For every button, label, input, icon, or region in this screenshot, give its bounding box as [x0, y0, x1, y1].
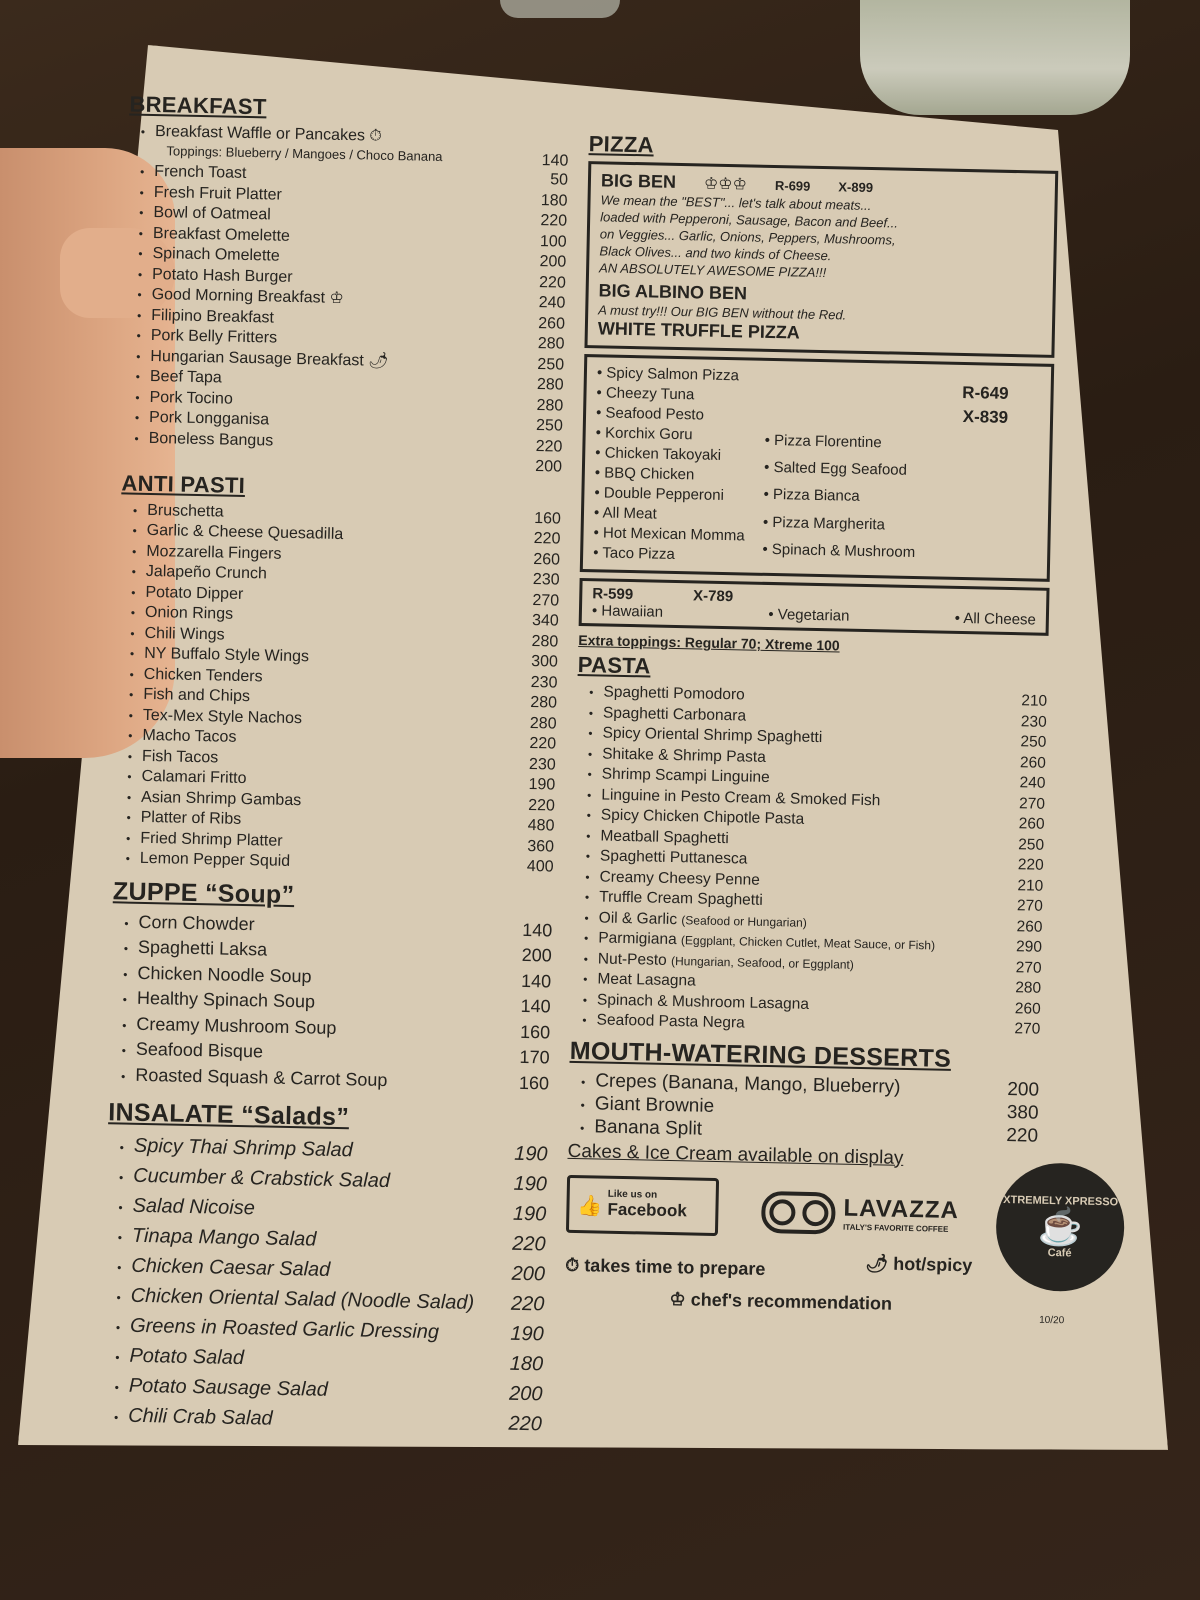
menu-item: • Mozzarella Fingers 260 — [120, 541, 560, 571]
salad-list — [102, 1131, 548, 1440]
menu-item: • Chicken Oriental Salad (Noodle Salad) 220 — [104, 1281, 545, 1320]
pizza-all-cheese: • All Cheese — [954, 609, 1037, 629]
menu-item: • Spicy Chicken Chipotle Pasta 260 — [574, 805, 1044, 835]
menu-item: • Roasted Squash & Carrot Soup 160 — [109, 1063, 549, 1098]
menu-item: • Linguine in Pesto Cream & Smoked Fish 270 — [575, 784, 1045, 814]
menu-item: • Hungarian Sausage Breakfast 🌶 250 — [124, 346, 564, 376]
menu-item: • Spinach & Mushroom Lasagna 260 — [571, 989, 1041, 1019]
pizza-item: • Chicken Takoyaki — [595, 443, 747, 466]
menu-item: • Onion Rings 340 — [119, 602, 559, 632]
menu-item: • Spaghetti Laksa 200 — [112, 935, 552, 970]
owl-eyes-icon — [761, 1190, 836, 1234]
menu-item: • Oil & Garlic (Seafood or Hungarian) 260 — [572, 907, 1042, 937]
legend-time: ⏱ takes time to prepare — [565, 1254, 766, 1279]
cakes-note: Cakes & Ice Cream available on display — [567, 1140, 904, 1169]
menu-item: • Shrimp Scampi Linguine 240 — [575, 764, 1045, 794]
menu-item: • Lemon Pepper Squid 400 — [113, 848, 553, 878]
menu-item: • Breakfast Waffle or Pancakes ⏱ — [129, 121, 569, 151]
menu-item: • Potato Dipper 270 — [119, 582, 559, 612]
pizza-item: • Spicy Salmon Pizza — [597, 363, 749, 386]
pizza-group-1-col-1 — [593, 363, 748, 566]
right-column — [564, 129, 1119, 1334]
pizza-item: • Salted Egg Seafood — [764, 458, 917, 488]
menu-item: • NY Buffalo Style Wings 300 — [118, 643, 558, 673]
menu-item: • Seafood Bisque 170 — [109, 1037, 549, 1072]
pizza-item: • Taco Pizza — [593, 543, 745, 566]
pizza-item: • Seafood Pesto — [596, 403, 748, 426]
menu-item: • Pork Longganisa 250 — [123, 407, 563, 437]
menu-item: • Breakfast Omelette 100 — [127, 223, 567, 253]
stopwatch-icon: ⏱ — [369, 127, 383, 145]
big-ben-title: BIG BEN — [600, 170, 677, 192]
salads-heading: INSALATE “Salads” — [108, 1098, 350, 1132]
menu-item: • Chicken Caesar Salad 200 — [105, 1251, 546, 1290]
menu-item: • Cucumber & Crabstick Salad 190 — [107, 1161, 548, 1200]
xtremely-xpresso-seal: XTREMELY XPRESSO ☕ Café — [995, 1161, 1126, 1292]
menu-item: • Macho Tacos 220 — [116, 725, 556, 755]
chili-pepper-icon: 🌶 — [368, 352, 389, 370]
menu-item: • Nut-Pesto (Hungarian, Seafood, or Eggplant) 270 — [571, 948, 1041, 978]
menu-item: • Pork Belly Fritters 280 — [124, 325, 564, 355]
pizza-heading: PIZZA — [588, 131, 655, 158]
lavazza-logo: LAVAZZA ITALY'S FAVORITE COFFEE — [761, 1190, 959, 1236]
menu-item: • Meat Lasagna 280 — [571, 969, 1041, 999]
legend-spicy: 🌶 hot/spicy — [865, 1252, 973, 1275]
big-albino-ben-title: BIG ALBINO BEN — [598, 280, 748, 304]
menu-item: • Potato Hash Burger 220 — [126, 264, 566, 294]
menu-item: • Chili Wings 280 — [118, 623, 558, 653]
desserts-heading: MOUTH-WATERING DESSERTS — [569, 1036, 952, 1073]
group2-xtreme-price: X-789 — [692, 587, 734, 606]
menu-item: • Fish and Chips 280 — [117, 684, 557, 714]
menu-item: • French Toast 50 — [128, 161, 568, 191]
pizza-item: • BBQ Chicken — [595, 463, 747, 486]
menu-item: • Beef Tapa 280 — [124, 366, 564, 396]
stopwatch-icon: ⏱ — [565, 1254, 580, 1275]
menu-item: • Creamy Cheesy Penne 210 — [573, 866, 1043, 896]
menu-item: • Spaghetti Puttanesca 220 — [574, 846, 1044, 876]
menu-item-price-tail: 200 — [535, 458, 563, 476]
big-ben-tagline: AN ABSOLUTELY AWESOME PIZZA!!! — [598, 260, 827, 281]
menu-item: • Platter of Ribs 480 — [114, 807, 554, 837]
group1-xtreme-price: X-839 — [962, 406, 1009, 427]
menu-item: • Tinapa Mango Salad 220 — [105, 1221, 546, 1260]
menu-item: • Garlic & Cheese Quesadilla 220 — [120, 520, 560, 550]
antipasti-list — [113, 500, 561, 878]
menu-item: • Banana Split 220 — [568, 1115, 1038, 1148]
big-ben-regular-price: R-699 — [774, 177, 811, 194]
menu-item: • Bowl of Oatmeal 220 — [127, 202, 567, 232]
white-truffle-title: WHITE TRUFFLE PIZZA — [597, 318, 801, 343]
menu-item: • Truffle Cream Spaghetti 270 — [573, 887, 1043, 917]
menu-item: • Boneless Bangus 220 — [122, 428, 562, 458]
pizza-item: • Pizza Margherita — [763, 512, 916, 542]
menu-item: • Fresh Fruit Platter 180 — [127, 182, 567, 212]
big-ben-desc-2: loaded with Pepperoni, Sausage, Bacon and Beef... — [600, 209, 899, 231]
menu-item: • Giant Brownie 380 — [568, 1092, 1038, 1125]
breakfast-heading: BREAKFAST — [129, 91, 267, 120]
pizza-item: • Korchix Goru — [595, 423, 747, 446]
menu-item: • Spaghetti Pomodoro 210 — [577, 682, 1047, 712]
pizza-item: • Cheezy Tuna — [596, 383, 748, 406]
pizza-item: • All Meat — [594, 503, 746, 526]
menu-item: • Good Morning Breakfast ♔ 240 — [125, 284, 565, 314]
menu-item: • Parmigiana (Eggplant, Chicken Cutlet, Meat Sauce, or Fish) 290 — [572, 928, 1042, 958]
menu-item: • Asian Shrimp Gambas 220 — [115, 787, 555, 817]
pasta-heading: PASTA — [577, 651, 651, 679]
pizza-hawaiian: • Hawaiian — [591, 602, 664, 621]
soup-list — [109, 910, 553, 1098]
menu-item: • Healthy Spinach Soup 140 — [110, 986, 550, 1021]
menu-item: • Jalapeño Crunch 230 — [119, 561, 559, 591]
menu-item: • Fish Tacos 230 — [116, 746, 556, 776]
menu-item: • Seafood Pasta Negra 270 — [570, 1010, 1040, 1040]
chef-hat-icon: ♔ — [329, 289, 345, 307]
glass-rim — [500, 0, 620, 18]
pizza-item: • Spinach & Mushroom — [762, 540, 915, 570]
thumbs-up-icon: 👍 — [577, 1194, 603, 1218]
big-albino-ben-desc: A must try!!! Our BIG BEN without the Red. — [598, 302, 847, 323]
menu-item-toppings: Toppings: Blueberry / Mangoes / Choco Banana 140 — [166, 142, 569, 170]
menu-item: • Calamari Fritto 190 — [115, 766, 555, 796]
menu-item: • Salad Nicoise 190 — [106, 1191, 547, 1230]
left-column — [102, 89, 570, 1440]
chef-hat-icon: ♔ — [669, 1288, 686, 1309]
big-ben-xtreme-price: X-899 — [838, 179, 874, 196]
menu-item: • Tex-Mex Style Nachos 280 — [116, 705, 556, 735]
menu-item: • Chicken Noodle Soup 140 — [111, 961, 551, 996]
pizza-group-1-col-2 — [762, 431, 918, 570]
pizza-vegetarian: • Vegetarian — [768, 605, 850, 625]
big-ben-desc-3: on Veggies... Garlic, Onions, Peppers, Mushrooms, — [599, 226, 896, 248]
menu-item: • Spaghetti Carbonara 230 — [577, 702, 1047, 732]
menu-item: • Chili Crab Salad 220 — [102, 1401, 543, 1440]
facebook-badge: 👍 Like us on Facebook — [566, 1174, 719, 1235]
pizza-item: • Hot Mexican Momma — [593, 523, 745, 546]
menu-item: • Spicy Oriental Shrimp Spaghetti 250 — [576, 723, 1046, 753]
legend-chef: ♔ chef's recommendation — [669, 1288, 893, 1314]
menu-item: • Meatball Spaghetti 250 — [574, 825, 1044, 855]
soup-heading: ZUPPE “Soup” — [112, 876, 295, 909]
pizza-group-1-box — [580, 354, 1054, 582]
dessert-list — [568, 1069, 1039, 1148]
group2-regular-price: R-599 — [592, 585, 634, 604]
chili-pepper-icon: 🌶 — [865, 1252, 889, 1274]
menu-item: • Shitake & Shrimp Pasta 260 — [576, 743, 1046, 773]
big-ben-box — [584, 161, 1058, 358]
pizza-group-2-box — [579, 578, 1050, 636]
menu-item: • Spicy Thai Shrimp Salad 190 — [107, 1131, 548, 1170]
big-ben-desc-4: Black Olives... and two kinds of Cheese. — [599, 243, 832, 264]
menu-item: • Potato Sausage Salad 200 — [102, 1371, 543, 1410]
menu-item: • Bruschetta 160 — [121, 500, 561, 530]
menu-item: • Greens in Roasted Garlic Dressing 190 — [104, 1311, 545, 1350]
print-date: 10/20 — [1039, 1314, 1065, 1326]
menu-item: • Corn Chowder 140 — [112, 910, 552, 945]
big-ben-desc-1: We mean the "BEST"... let's talk about meats... — [600, 192, 872, 214]
menu-item: • Fried Shrimp Platter 360 — [114, 828, 554, 858]
menu-item: • Chicken Tenders 230 — [117, 664, 557, 694]
chef-hat-icon: ♔♔♔ — [703, 175, 748, 194]
extra-toppings-note: Extra toppings: Regular 70; Xtreme 100 — [578, 631, 840, 654]
menu-item: • Spinach Omelette 200 — [126, 243, 566, 273]
pizza-item: • Pizza Bianca — [763, 485, 916, 515]
menu-item: • Pork Tocino 280 — [123, 387, 563, 417]
antipasti-heading: ANTI PASTI — [121, 469, 246, 498]
pizza-item: • Pizza Florentine — [764, 431, 917, 461]
menu-footer — [564, 1174, 1119, 1334]
menu-page — [33, 78, 1120, 1436]
menu-item: • Crepes (Banana, Mango, Blueberry) 200 — [569, 1069, 1039, 1102]
menu-item: • Creamy Mushroom Soup 160 — [110, 1012, 550, 1047]
coffee-cup-icon: ☕ — [1037, 1205, 1084, 1248]
menu-item: • Potato Salad 180 — [103, 1341, 544, 1380]
pizza-item: • Double Pepperoni — [594, 483, 746, 506]
group1-regular-price: R-649 — [962, 382, 1009, 403]
pasta-list — [570, 682, 1047, 1040]
menu-item: • Filipino Breakfast 260 — [125, 305, 565, 335]
